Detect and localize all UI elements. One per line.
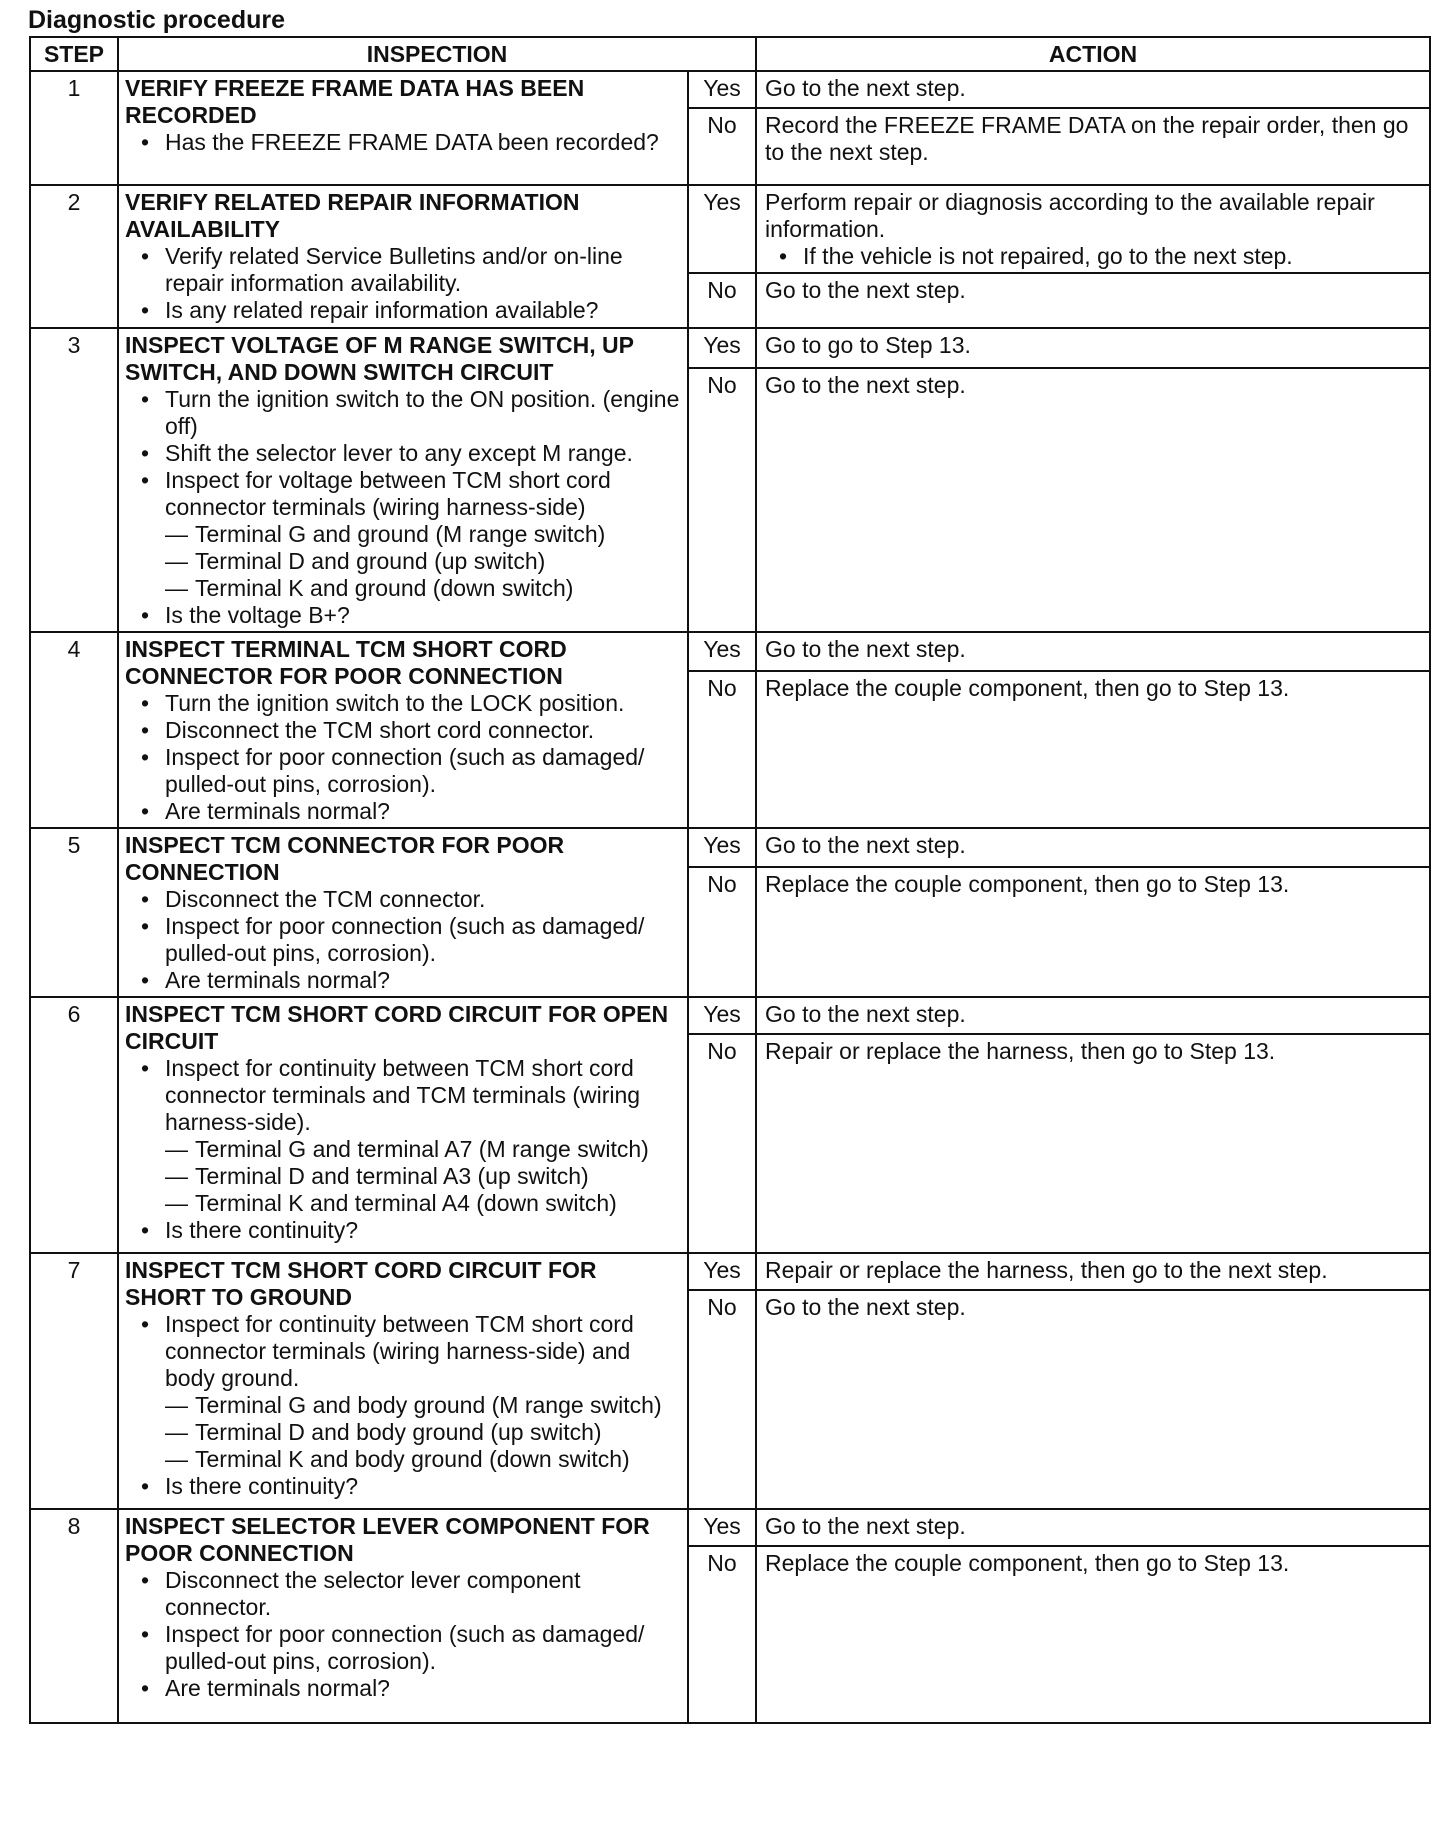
- no-label: No: [688, 368, 756, 632]
- inspection-title: INSPECT TCM SHORT CORD CIRCUIT FOR OPEN CIRCUIT: [125, 1001, 669, 1054]
- inspection-cell: [118, 1253, 688, 1509]
- yes-action-subitem: • If the vehicle is not repaired, go to the next step.: [777, 243, 1421, 270]
- inspection-bullet: [139, 243, 681, 297]
- step-number: 1: [30, 71, 118, 185]
- inspection-bullets: [125, 886, 681, 994]
- no-label: No: [688, 867, 756, 997]
- no-label: No: [688, 108, 756, 185]
- no-action: Repair or replace the harness, then go to Step 13.: [756, 1034, 1430, 1253]
- inspection-cell: [118, 328, 688, 632]
- yes-action: [756, 1253, 1430, 1290]
- yes-label: Yes: [688, 328, 756, 368]
- action-column-header: ACTION: [756, 37, 1430, 71]
- table-row: [30, 828, 1430, 867]
- yes-action: [756, 1509, 1430, 1546]
- inspection-bullet: [139, 1055, 681, 1217]
- inspection-bullet-text: Are terminals normal?: [165, 967, 390, 993]
- yes-action-text: Go to the next step.: [765, 1513, 966, 1539]
- inspection-cell: [118, 71, 688, 185]
- yes-action-text: Repair or replace the harness, then go to the next step.: [765, 1257, 1328, 1283]
- terminal-item: — Terminal D and terminal A3 (up switch): [165, 1163, 681, 1190]
- terminal-item: — Terminal G and ground (M range switch): [165, 521, 681, 548]
- no-action: Go to the next step.: [756, 1290, 1430, 1509]
- step-number: 8: [30, 1509, 118, 1723]
- inspection-bullets: [125, 1055, 681, 1244]
- inspection-bullet-text: Inspect for voltage between TCM short cord connector terminals (wiring harness-side): [165, 467, 611, 520]
- inspection-cell: [118, 997, 688, 1253]
- inspection-bullet: [139, 690, 681, 717]
- inspection-bullet: [139, 602, 681, 629]
- inspection-bullet-text: Inspect for poor connection (such as damaged/ pulled-out pins, corrosion).: [165, 744, 645, 797]
- yes-action-text: Go to go to Step 13.: [765, 332, 971, 358]
- yes-action-text: Go to the next step.: [765, 636, 966, 662]
- inspection-bullet: [139, 467, 681, 602]
- table-row: [30, 997, 1430, 1034]
- inspection-bullets: [125, 129, 681, 156]
- page-title: Diagnostic procedure: [28, 6, 285, 34]
- inspection-bullet: [139, 440, 681, 467]
- inspection-title: VERIFY FREEZE FRAME DATA HAS BEEN RECORDED: [125, 75, 585, 128]
- inspection-bullets: [125, 690, 681, 825]
- inspection-cell: [118, 632, 688, 828]
- inspection-bullet: [139, 386, 681, 440]
- inspection-bullet-text: Are terminals normal?: [165, 1675, 390, 1701]
- yes-label: Yes: [688, 1253, 756, 1290]
- no-label: No: [688, 1034, 756, 1253]
- terminal-list: [165, 1392, 681, 1473]
- yes-label: Yes: [688, 632, 756, 671]
- inspection-bullet-text: Are terminals normal?: [165, 798, 390, 824]
- inspection-bullet: [139, 798, 681, 825]
- yes-label: Yes: [688, 997, 756, 1034]
- no-label: No: [688, 671, 756, 828]
- inspection-cell: [118, 828, 688, 997]
- inspection-bullet-text: Turn the ignition switch to the ON position. (engine off): [165, 386, 680, 439]
- terminal-item: — Terminal G and body ground (M range switch): [165, 1392, 681, 1419]
- diagnostic-procedure-table: [29, 36, 1431, 1724]
- terminal-list: [165, 521, 681, 602]
- no-label: No: [688, 1290, 756, 1509]
- inspection-bullet-text: Is there continuity?: [165, 1473, 359, 1499]
- yes-action: [756, 71, 1430, 108]
- inspection-bullet-text: Is there continuity?: [165, 1217, 359, 1243]
- terminal-list: [165, 1136, 681, 1217]
- inspection-bullet-text: Disconnect the TCM short cord connector.: [165, 717, 595, 743]
- step-column-header: STEP: [30, 37, 118, 71]
- inspection-title: INSPECT VOLTAGE OF M RANGE SWITCH, UP SWITCH, AND DOWN SWITCH CIRCUIT: [125, 332, 634, 385]
- inspection-title: INSPECT SELECTOR LEVER COMPONENT FOR POOR CONNECTION: [125, 1513, 650, 1566]
- table-body: [30, 71, 1430, 1723]
- no-label: No: [688, 273, 756, 328]
- no-action: Go to the next step.: [756, 368, 1430, 632]
- inspection-bullet-text: Shift the selector lever to any except M range.: [165, 440, 633, 466]
- no-action: Replace the couple component, then go to Step 13.: [756, 1546, 1430, 1723]
- yes-action: [756, 185, 1430, 273]
- terminal-item: — Terminal D and body ground (up switch): [165, 1419, 681, 1446]
- inspection-bullet: [139, 1567, 681, 1621]
- inspection-bullet-text: Has the FREEZE FRAME DATA been recorded?: [165, 129, 659, 155]
- table-row: [30, 632, 1430, 671]
- yes-action: [756, 328, 1430, 368]
- inspection-bullet-text: Inspect for poor connection (such as damaged/ pulled-out pins, corrosion).: [165, 1621, 645, 1674]
- table-header-row: [30, 37, 1430, 71]
- table-row: [30, 1253, 1430, 1290]
- yes-action-text: Go to the next step.: [765, 832, 966, 858]
- inspection-bullets: [125, 386, 681, 629]
- step-number: 3: [30, 328, 118, 632]
- step-number: 5: [30, 828, 118, 997]
- inspection-bullet: [139, 297, 681, 324]
- yes-action: [756, 828, 1430, 867]
- inspection-bullet-text: Turn the ignition switch to the LOCK position.: [165, 690, 625, 716]
- step-number: 2: [30, 185, 118, 328]
- inspection-bullet: [139, 913, 681, 967]
- inspection-bullet: [139, 1217, 681, 1244]
- inspection-bullet: [139, 1675, 681, 1702]
- inspection-bullet: [139, 1473, 681, 1500]
- terminal-item: — Terminal K and terminal A4 (down switch): [165, 1190, 681, 1217]
- inspection-title: INSPECT TCM SHORT CORD CIRCUIT FOR SHORT TO GROUND: [125, 1257, 597, 1310]
- step-number: 4: [30, 632, 118, 828]
- step-number: 7: [30, 1253, 118, 1509]
- terminal-item: — Terminal K and body ground (down switch): [165, 1446, 681, 1473]
- table-row: [30, 71, 1430, 108]
- terminal-item: — Terminal D and ground (up switch): [165, 548, 681, 575]
- inspection-bullet-text: Inspect for continuity between TCM short cord connector terminals and TCM terminals (wiring harness-side).: [165, 1055, 641, 1135]
- inspection-column-header: INSPECTION: [118, 37, 756, 71]
- inspection-bullet-text: Disconnect the selector lever component connector.: [165, 1567, 581, 1620]
- yes-label: Yes: [688, 828, 756, 867]
- inspection-bullet-text: Verify related Service Bulletins and/or on-line repair information availability.: [165, 243, 623, 296]
- yes-label: Yes: [688, 71, 756, 108]
- inspection-title: VERIFY RELATED REPAIR INFORMATION AVAILABILITY: [125, 189, 580, 242]
- inspection-bullet-text: Disconnect the TCM connector.: [165, 886, 486, 912]
- no-label: No: [688, 1546, 756, 1723]
- yes-action-text: Go to the next step.: [765, 75, 966, 101]
- inspection-bullet: [139, 967, 681, 994]
- table-row: [30, 1509, 1430, 1546]
- table-row: [30, 185, 1430, 273]
- yes-action: [756, 632, 1430, 671]
- inspection-bullets: [125, 1311, 681, 1500]
- inspection-bullet-text: Inspect for continuity between TCM short cord connector terminals (wiring harness-side) and body ground.: [165, 1311, 634, 1391]
- inspection-cell: [118, 185, 688, 328]
- inspection-bullet: [139, 1311, 681, 1473]
- inspection-title: INSPECT TERMINAL TCM SHORT CORD CONNECTOR FOR POOR CONNECTION: [125, 636, 567, 689]
- inspection-bullet: [139, 717, 681, 744]
- no-action: Replace the couple component, then go to Step 13.: [756, 867, 1430, 997]
- inspection-bullet-text: Is any related repair information available?: [165, 297, 599, 323]
- inspection-cell: [118, 1509, 688, 1723]
- inspection-bullet: [139, 886, 681, 913]
- inspection-bullets: [125, 243, 681, 324]
- no-action: Go to the next step.: [756, 273, 1430, 328]
- inspection-bullets: [125, 1567, 681, 1702]
- inspection-bullet-text: Is the voltage B+?: [165, 602, 350, 628]
- terminal-item: — Terminal K and ground (down switch): [165, 575, 681, 602]
- inspection-bullet: [139, 744, 681, 798]
- terminal-item: — Terminal G and terminal A7 (M range switch): [165, 1136, 681, 1163]
- no-action: Replace the couple component, then go to Step 13.: [756, 671, 1430, 828]
- table-row: [30, 328, 1430, 368]
- step-number: 6: [30, 997, 118, 1253]
- yes-action: [756, 997, 1430, 1034]
- no-action: Record the FREEZE FRAME DATA on the repair order, then go to the next step.: [756, 108, 1430, 185]
- yes-label: Yes: [688, 185, 756, 273]
- yes-action-text: Go to the next step.: [765, 1001, 966, 1027]
- inspection-title: INSPECT TCM CONNECTOR FOR POOR CONNECTION: [125, 832, 565, 885]
- inspection-bullet: [139, 1621, 681, 1675]
- yes-label: Yes: [688, 1509, 756, 1546]
- yes-action-text: Perform repair or diagnosis according to the available repair information.: [765, 189, 1375, 242]
- inspection-bullet-text: Inspect for poor connection (such as damaged/ pulled-out pins, corrosion).: [165, 913, 645, 966]
- yes-action-bullets: [765, 243, 1421, 270]
- inspection-bullet: [139, 129, 681, 156]
